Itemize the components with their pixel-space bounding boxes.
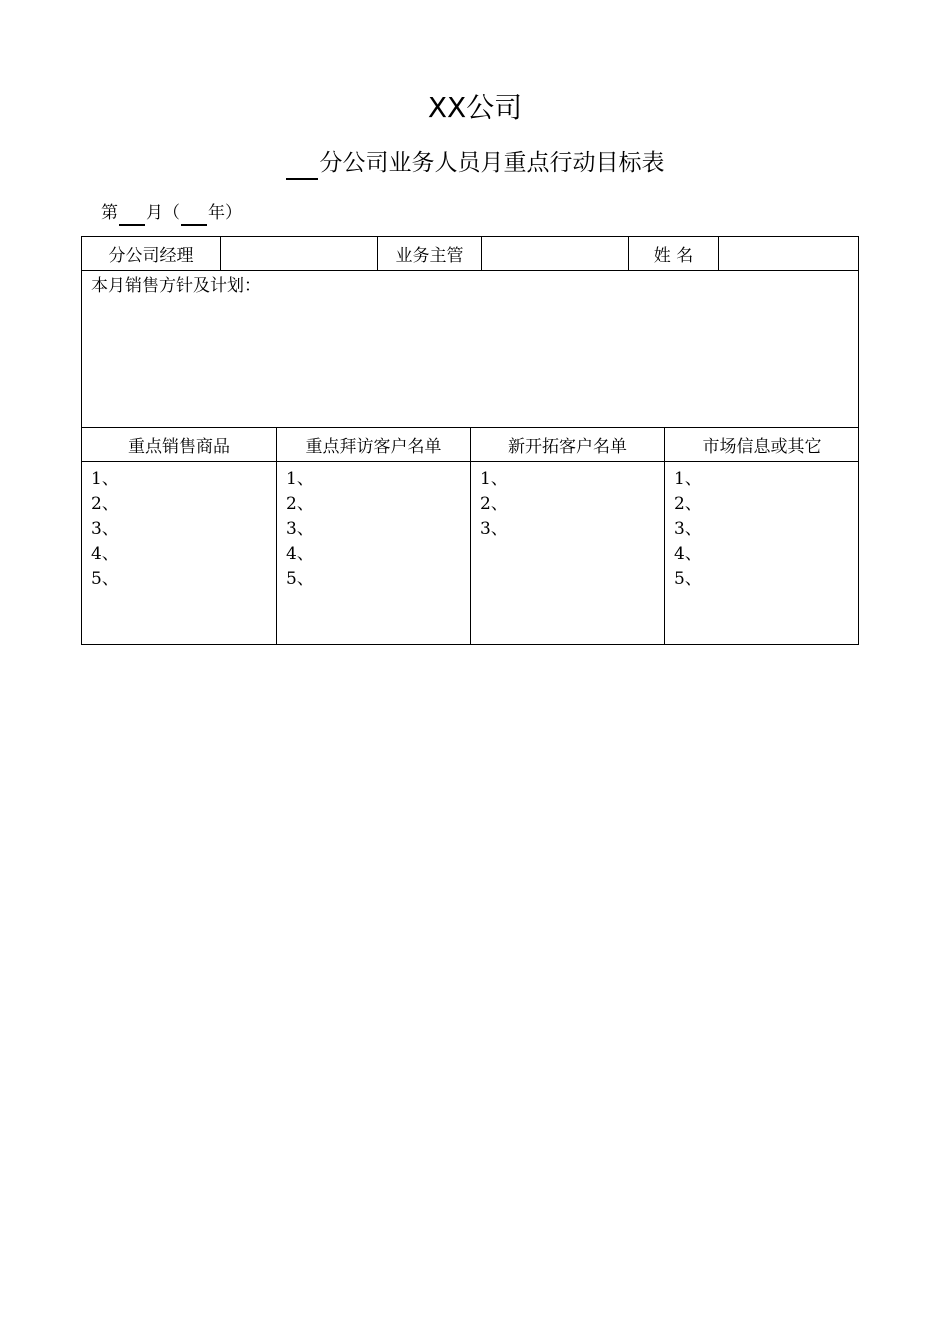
list-item: 3、 [286, 519, 314, 539]
list-item: 4、 [286, 544, 314, 564]
list-item: 1、 [674, 469, 702, 489]
list-item: 2、 [480, 494, 508, 514]
name-field[interactable] [718, 237, 859, 270]
list-row [81, 461, 859, 645]
branch-manager-label: 分公司经理 [108, 246, 194, 266]
branch-manager-field[interactable] [220, 237, 377, 270]
list-item: 4、 [91, 544, 119, 564]
list-item: 2、 [91, 494, 119, 514]
period-month-text: 月（ [146, 203, 180, 223]
new-clients-header: 新开拓客户名单 [470, 428, 664, 461]
list-item: 1、 [91, 469, 119, 489]
action-target-form-grid [81, 236, 859, 645]
list-item: 5、 [91, 569, 119, 589]
list-item: 1、 [286, 469, 314, 489]
list-item: 5、 [674, 569, 702, 589]
form-title [0, 146, 950, 180]
period-year-text: 年） [208, 203, 242, 223]
column-header-row [81, 427, 859, 461]
list-item: 2、 [286, 494, 314, 514]
supervisor-field[interactable] [481, 237, 628, 270]
key-visit-clients-list[interactable] [276, 462, 470, 644]
list-item: 2、 [674, 494, 702, 514]
period-prefix: 第 [101, 203, 118, 223]
list-item: 3、 [674, 519, 702, 539]
month-blank[interactable] [119, 206, 145, 226]
list-item: 3、 [480, 519, 508, 539]
list-item: 4、 [674, 544, 702, 564]
key-products-header: 重点销售商品 [128, 437, 230, 457]
market-info-list[interactable] [664, 462, 859, 644]
year-blank[interactable] [181, 206, 207, 226]
list-item: 3、 [91, 519, 119, 539]
name-label: 姓 名 [628, 237, 718, 270]
sales-plan-row[interactable] [81, 270, 859, 427]
company-title: XX公司 [427, 91, 523, 124]
supervisor-label: 业务主管 [377, 237, 481, 270]
market-info-header: 市场信息或其它 [664, 428, 859, 461]
info-row [81, 236, 859, 270]
list-item: 1、 [480, 469, 508, 489]
sales-plan-label: 本月销售方针及计划： [91, 276, 261, 296]
period-line [101, 200, 242, 226]
form-title-text: 分公司业务人员月重点行动目标表 [319, 150, 665, 176]
new-clients-list[interactable] [470, 462, 664, 644]
key-products-list[interactable] [82, 462, 276, 644]
list-item: 5、 [286, 569, 314, 589]
branch-name-blank[interactable] [286, 156, 318, 180]
key-visit-clients-header: 重点拜访客户名单 [276, 428, 470, 461]
